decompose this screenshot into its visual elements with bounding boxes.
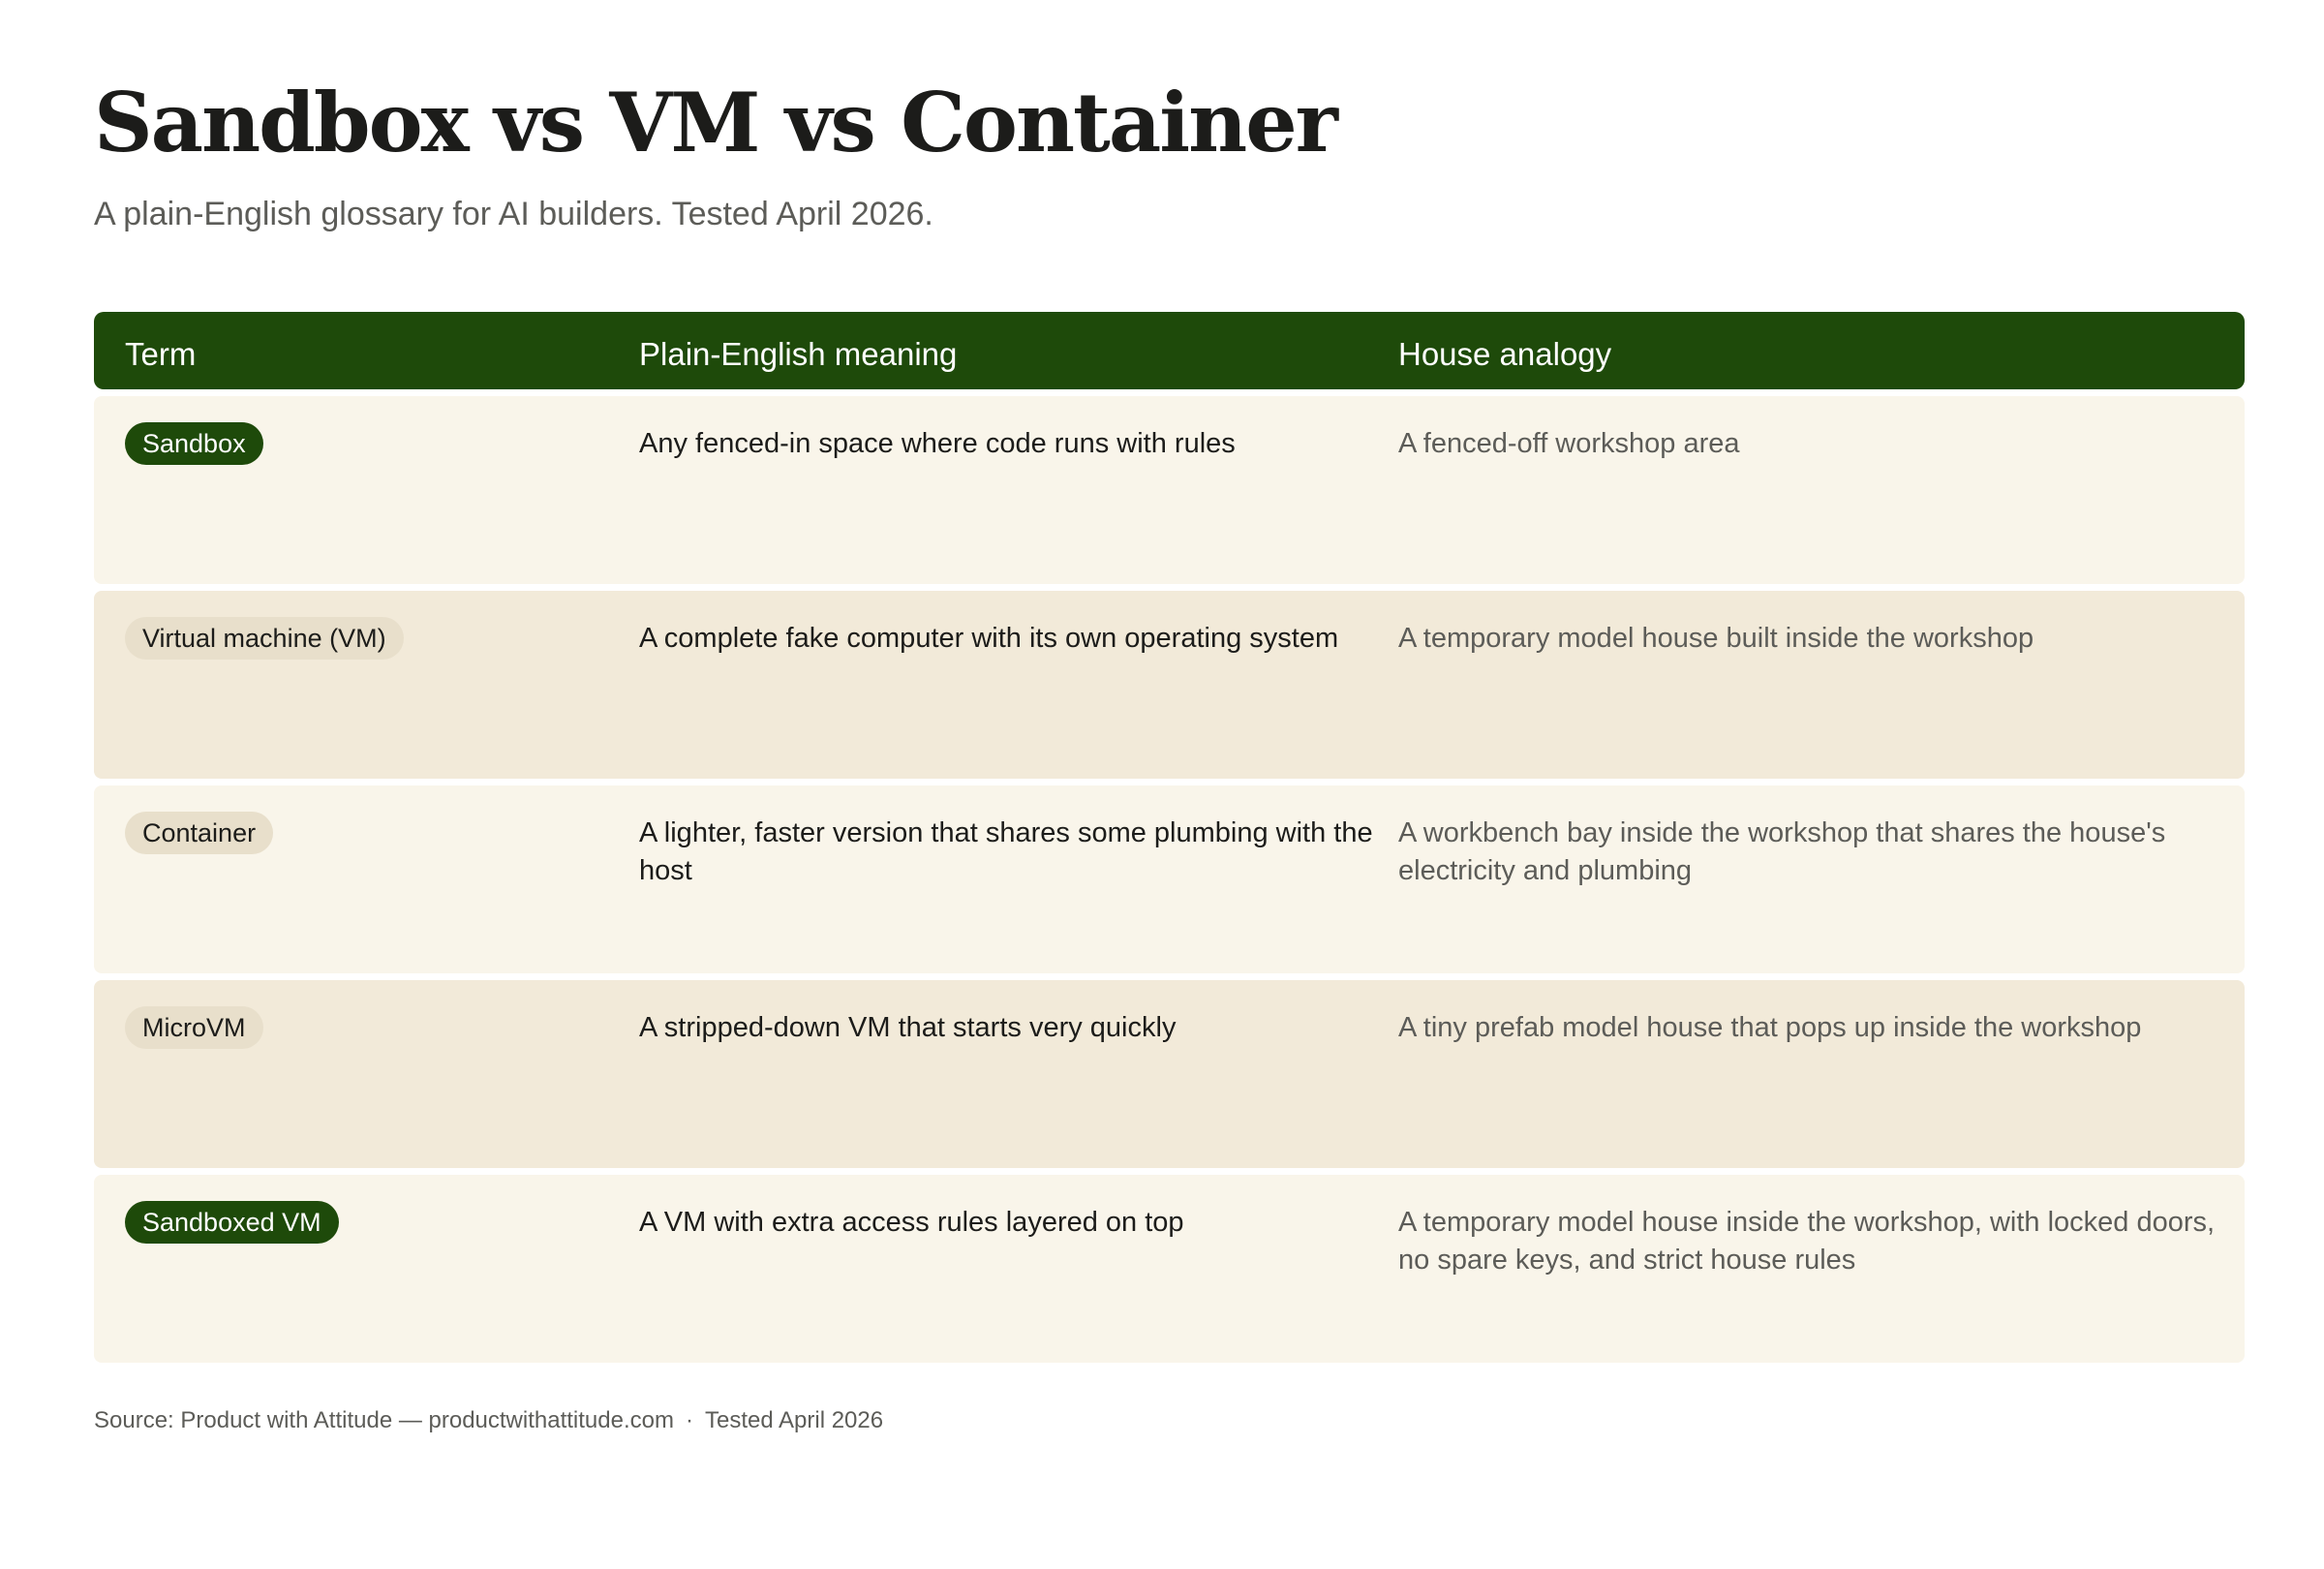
term-badge: Sandboxed VM xyxy=(125,1201,339,1244)
table-row xyxy=(94,980,2245,1168)
term-badge: Sandbox xyxy=(125,422,263,465)
page-title: Sandbox vs VM vs Container xyxy=(94,75,1336,170)
column-header-analogy: House analogy xyxy=(1398,336,1612,372)
page xyxy=(94,0,2245,1569)
term-badge: Virtual machine (VM) xyxy=(125,617,404,660)
analogy-cell: A fenced-off workshop area xyxy=(1398,428,1740,459)
term-badge: Container xyxy=(125,812,273,854)
table-row xyxy=(94,785,2245,973)
meaning-cell: Any fenced-in space where code runs with rules xyxy=(639,428,1236,459)
analogy-cell: A temporary model house built inside the workshop xyxy=(1398,623,2034,654)
table-row xyxy=(94,1175,2245,1363)
table-row xyxy=(94,396,2245,584)
column-header-term: Term xyxy=(125,336,197,372)
meaning-cell: A lighter, faster version that shares some plumbing with the host xyxy=(639,817,1373,886)
footer-source: Source: Product with Attitude — productwithattitude.com xyxy=(94,1407,674,1433)
analogy-cell: A tiny prefab model house that pops up inside the workshop xyxy=(1398,1012,2142,1043)
footer-tested: Tested April 2026 xyxy=(704,1407,884,1433)
analogy-cell: A temporary model house inside the workshop, with locked doors, no spare keys, and strict house rules xyxy=(1398,1207,2216,1276)
meaning-cell: A stripped-down VM that starts very quickly xyxy=(639,1012,1177,1043)
term-badge: MicroVM xyxy=(125,1006,263,1049)
page-subtitle: A plain-English glossary for AI builders. Tested April 2026. xyxy=(94,196,933,232)
meaning-cell: A complete fake computer with its own operating system xyxy=(639,623,1339,654)
footer xyxy=(94,1404,883,1437)
footer-separator: · xyxy=(685,1407,693,1433)
table-header xyxy=(94,312,2245,389)
column-header-meaning: Plain-English meaning xyxy=(639,336,958,372)
meaning-cell: A VM with extra access rules layered on top xyxy=(639,1207,1184,1238)
analogy-cell: A workbench bay inside the workshop that shares the house's electricity and plumbing xyxy=(1398,817,2166,886)
table-row xyxy=(94,591,2245,779)
glossary-table xyxy=(94,312,2245,1363)
